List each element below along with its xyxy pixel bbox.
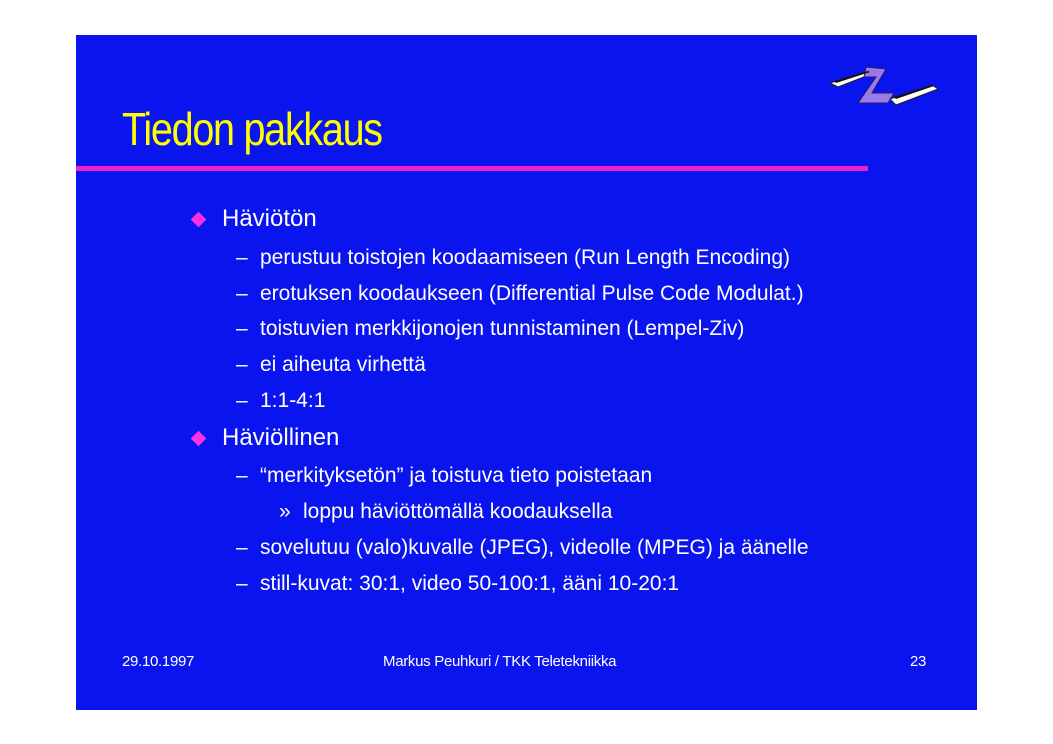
bullet-diamond-icon	[191, 431, 207, 447]
sub-list-item	[279, 499, 612, 525]
list-item	[236, 571, 679, 597]
list-item-text: 1:1-4:1	[260, 389, 326, 412]
footer-date: 29.10.1997	[122, 653, 195, 670]
footer-page-number: 23	[910, 653, 927, 670]
list-item	[236, 281, 804, 307]
footer-author: Markus Peuhkuri / TKK Teletekniikka	[383, 653, 617, 670]
section-heading-lossy: Häviöllinen	[222, 424, 340, 451]
slide	[76, 35, 977, 710]
sub-list-item-text: loppu häviöttömällä koodauksella	[303, 500, 613, 523]
list-item-text: “merkityksetön” ja toistuva tieto poistetaan	[260, 464, 653, 487]
list-item-text: toistuvien merkkijonojen tunnistaminen (Lempel-Ziv)	[260, 317, 745, 340]
list-item-text: perustuu toistojen koodaamiseen (Run Length Encoding)	[260, 246, 791, 269]
title-underline	[76, 166, 868, 171]
z-lightning-logo-icon	[828, 63, 940, 111]
list-item	[236, 463, 652, 489]
subitem-marker: »	[279, 500, 291, 523]
dash-marker: –	[236, 317, 248, 340]
dash-marker: –	[236, 536, 248, 559]
dash-marker: –	[236, 464, 248, 487]
list-item	[236, 245, 790, 271]
dash-marker: –	[236, 572, 248, 595]
list-item-text: still-kuvat: 30:1, video 50-100:1, ääni 10-20:1	[260, 572, 680, 595]
list-item	[236, 388, 325, 414]
slide-title: Tiedon pakkaus	[122, 103, 382, 155]
dash-marker: –	[236, 353, 248, 376]
list-item	[236, 535, 809, 561]
dash-marker: –	[236, 282, 248, 305]
dash-marker: –	[236, 246, 248, 269]
list-item-text: ei aiheuta virhettä	[260, 353, 426, 376]
dash-marker: –	[236, 389, 248, 412]
list-item	[236, 316, 744, 342]
list-item-text: sovelutuu (valo)kuvalle (JPEG), videolle (MPEG) ja äänelle	[260, 536, 809, 559]
list-item	[236, 352, 426, 378]
section-heading-lossless: Häviötön	[222, 205, 317, 232]
list-item-text: erotuksen koodaukseen (Differential Pulse Code Modulat.)	[260, 282, 804, 305]
bullet-diamond-icon	[191, 212, 207, 228]
